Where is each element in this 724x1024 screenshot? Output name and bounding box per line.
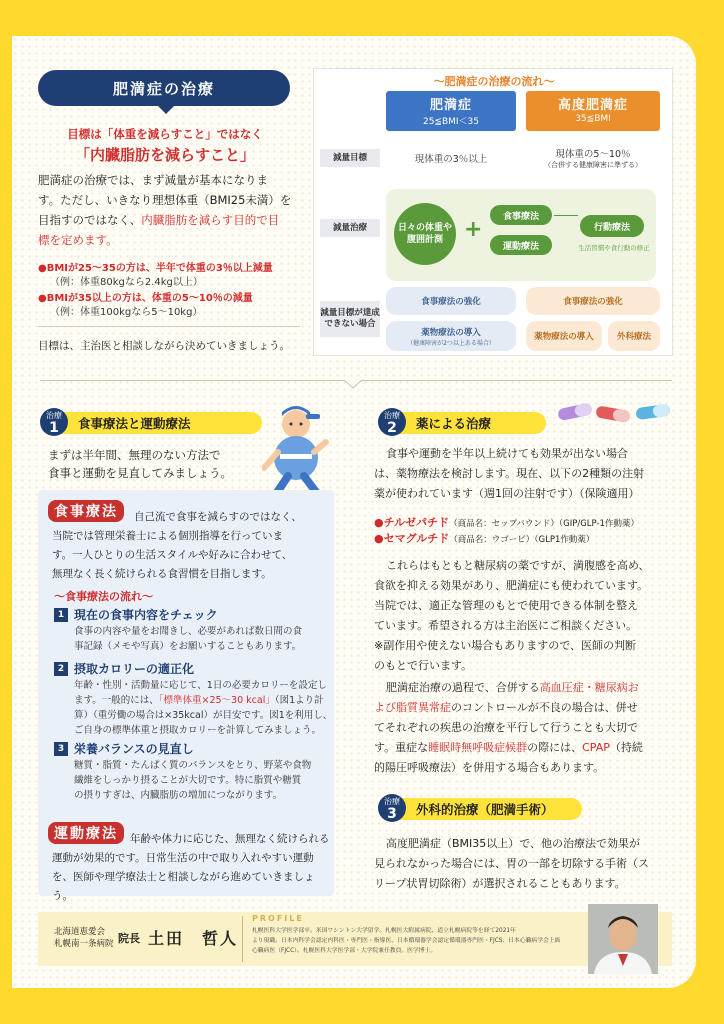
- target-obesity: 現体重の3％以上: [414, 154, 488, 165]
- treatment-1-intro: まずは半年間、無理のない方法で 食事と運動を見直してみましょう。: [48, 448, 232, 480]
- treatment-2-badge: 治療 2: [378, 408, 406, 436]
- diet-flow-title: ～食事療法の流れ～: [54, 590, 153, 603]
- step-1-number: 1: [54, 608, 68, 622]
- behavior-note: 生活習慣や食行動の修正: [578, 244, 650, 252]
- diet-therapy-text: 自己流で食事を減らすのではなく、 当院では管理栄養士による個別指導を行っていま す。一人ひとりの生活スタイルや好みに合わせて、 無理なく長く続けられる食習慣を目指します。: [52, 511, 302, 580]
- treatment-2-para3: 肥満症治療の過程で、合併する高血圧症・糖尿病お よび脂質異常症のコントロールが不良の場合は、併せ てそれぞれの疾患の治療を平行して行うことも大切で す。重症な睡眠時無呼吸症候群の際には、CPAP（持続 的陽圧呼吸療法）を併用する場合もあります。: [374, 681, 643, 774]
- separator: [38, 326, 300, 327]
- target-severe: 現体重の5～10％: [555, 149, 631, 160]
- box-severe-obesity: 高度肥満症 35≦BMI: [526, 91, 660, 131]
- intensify-diet-obesity: 食事療法の強化: [386, 287, 516, 315]
- target-severe-note: （合併する健康障害に準ずる）: [544, 161, 642, 169]
- treatment-1-badge: 治療 1: [40, 408, 68, 436]
- treatment-2-title: 薬による治療: [388, 412, 546, 434]
- treatment-3-title: 外科的治療（肥満手術）: [388, 798, 582, 820]
- intro-paragraph: 肥満症の治療では、まず減量が基本になりま す。ただし、いきなり理想体重（BMI25未満）を 目指すのではなく、内臓脂肪を減らす目的で目 標を定めます。: [38, 173, 292, 247]
- bullet-bmi-35: ●BMIが35以上の方は、体重の5～10％の減量 （例：体重100kgなら5～10kg）: [38, 293, 253, 318]
- row-label-treatment: 減量治療: [320, 219, 380, 237]
- treatment-3-para: 高度肥満症（BMI35以上）で、他の治療法で効果が 見られなかった場合には、胃の一部を切除する手術（ス リープ状胃切除術）が選択されることもあります。: [374, 837, 649, 890]
- treatment-2-para2: これらはもともと糖尿病の薬ですが、満腹感を高め、 食欲を抑える効果があり、肥満症にも使われています。 当院では、適正な管理のもとで使用できる体制を整え ています。希望される方は主治医にご相談ください。 ※副作用や使えない場合もありますので、医師の判断 のもとで行います。: [374, 559, 650, 672]
- treatment-flow-diagram: [313, 68, 673, 356]
- row-label-target: 減量目標: [320, 149, 380, 167]
- step-3-number: 3: [54, 742, 68, 756]
- goal-line-1: 目標は「体重を減らすこと」ではなく: [67, 127, 263, 141]
- drug-therapy-severe: 薬物療法の導入: [526, 321, 602, 351]
- daily-measurement-circle: 日々の体重や腹囲計測: [394, 203, 456, 265]
- step-2-title: 摂取カロリーの適正化: [74, 662, 195, 676]
- goal-line-2: 「内臓脂肪を減らすこと」: [74, 146, 255, 164]
- hospital-name: 北海道恵愛会 札幌南一条病院: [54, 927, 114, 949]
- diet-therapy-tag: 食事療法: [48, 500, 124, 522]
- step-2-number: 2: [54, 662, 68, 676]
- drug-therapy-obesity: 薬物療法の導入 （健康障害が2つ以上ある場合）: [386, 321, 516, 351]
- doctor-name: 土田 哲人: [148, 929, 239, 948]
- exercise-therapy-text: 年齢や体力に応じた、無理なく続けられる 運動が効果的です。日常生活の中で取り入れやすい運動 を、医師や理学療法士と相談しながら進めていきましょう。: [52, 833, 330, 902]
- step-2-text: 年齢・性別・活動量に応じて、1日の必要カロリーを設定し ます。一般的には、「標準体重×25～30 kcal」（図1より計 算）（重労働の場合は×35kcal）が目安です。図1を利用し、 ご自身の標準体重と摂取カロリーを計算してみましょう。: [74, 680, 333, 736]
- step-1-text: 食事の内容や量をお聞きし、必要があれば数日間の食 事記録（メモや写真）をお願いすることもあります。: [74, 626, 303, 652]
- box-obesity: 肥満症 25≦BMI＜35: [386, 91, 516, 131]
- behavior-therapy-pill: 行動療法: [580, 215, 644, 237]
- doctor-role: 院長: [118, 932, 140, 945]
- bullet-bmi-25-35: ●BMIが25～35の方は、半年で体重の3％以上減量 （例：体重80kgなら2.4kg以上）: [38, 263, 273, 288]
- row-label-not-achieved: 減量目標が達成できない場合: [320, 301, 380, 337]
- doctor-photo: [588, 904, 658, 974]
- diet-therapy-pill: 食事療法: [490, 205, 552, 225]
- running-man-illustration: [262, 402, 332, 502]
- treatment-3-badge: 治療 3: [378, 794, 406, 822]
- profile-text: 札幌医科大学医学部卒。米国ワシントン大学留学。札幌医大附属病院、道立札幌病院等を経て2021年 より現職。日本内科学会認定内科医・専門医・指導医、日本循環器学会認定循環器専門医・FJCS、日本心臓病学会上級 心臓病医（FJCC）。札幌医科大学医学部・大学院兼任教員。医学博士。: [252, 928, 561, 954]
- profile-label: PROFILE: [252, 914, 304, 923]
- treatment-1-title: 食事療法と運動療法: [50, 412, 262, 434]
- step-3-text: 糖質・脂質・たんぱく質のバランスをとり、野菜や食物 繊維をしっかり摂ることが大切です。特に脂質や糖質 の摂りすぎは、内臓脂肪の増加につながります。: [74, 760, 312, 801]
- step-1-title: 現在の食事内容をチェック: [74, 608, 218, 622]
- treatment-2-para1: 食事や運動を半年以上続けても効果が出ない場合 は、薬物療法を検討します。現在、以下の2種類の注射 薬が使われています（週1回の注射です）（保険適用）: [374, 447, 645, 500]
- drug-semaglutide: ●セマグルチド（商品名：ウゴービ）（GLP1作動薬）: [374, 532, 595, 545]
- drug-tirzepatide: ●チルゼパチド（商品名：セップバウンド）（GIP/GLP-1作動薬）: [374, 516, 639, 529]
- intensify-diet-severe: 食事療法の強化: [526, 287, 660, 315]
- exercise-therapy-tag: 運動療法: [48, 822, 124, 844]
- step-3-title: 栄養バランスの見直し: [74, 742, 194, 756]
- surgery-severe: 外科療法: [608, 321, 660, 351]
- title-pointer: [156, 104, 176, 114]
- divider-notch: [344, 378, 362, 390]
- exercise-therapy-pill: 運動療法: [490, 235, 552, 255]
- connector-line: [554, 215, 578, 216]
- plus-icon: +: [464, 217, 483, 242]
- section-title-obesity-treatment: 肥満症の治療: [38, 70, 290, 106]
- closing-text: 目標は、主治医と相談しながら決めていきましょう。: [38, 340, 290, 352]
- profile-divider: [242, 916, 243, 962]
- pills-illustration: [552, 398, 672, 428]
- flow-title: ～肥満症の治療の流れ～: [433, 75, 555, 88]
